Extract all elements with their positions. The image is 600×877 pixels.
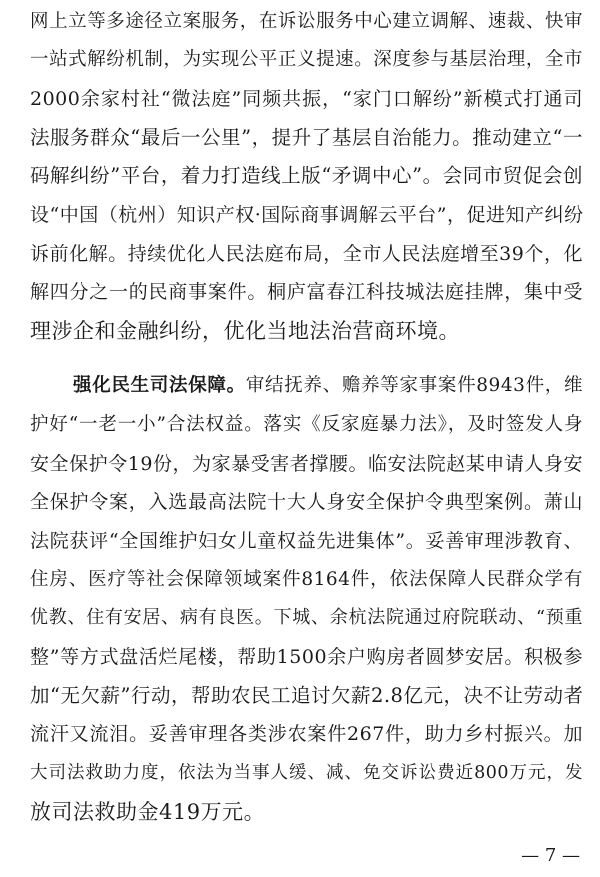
- text-line: 大司法救助力度，依法为当事人缓、减、免交诉讼费近800万元，发: [30, 763, 583, 783]
- text-line: 全保护令案，入选最高法院十大人身安全保护令典型案例。萧山: [30, 491, 583, 513]
- text-line: 住房、医疗等社会保障领域案件8164件，依法保障人民群众学有: [30, 569, 583, 590]
- text-line: 放司法救助金419万元。: [30, 800, 266, 824]
- text-line: 安全保护令19份，为家暴受害者撑腰。临安法院赵某申请人身安: [30, 453, 583, 475]
- paragraph-heading: 强化民生司法保障。: [73, 375, 246, 396]
- text-run: 审结抚养、赡养等家事案件8943件，维: [245, 375, 583, 396]
- text-line: 优教、住有安居、病有良医。下城、余杭法院通过府院联动、“预重: [30, 607, 583, 628]
- text-line: 流汗又流泪。妥善审理各类涉农案件267件，助力乡村振兴。加: [30, 723, 583, 745]
- text-line: 诉前化解。持续优化人民法庭布局，全市人民法庭增至39个，化: [30, 243, 583, 265]
- text-line: 加“无欠薪”行动，帮助农民工追讨欠薪2.8亿元，决不让劳动者: [30, 684, 583, 707]
- text-line: 码解纠纷”平台，着力打造线上版“矛调中心”。会同市贸促会创: [30, 164, 583, 187]
- text-line: 解四分之一的民商事案件。桐庐富春江科技城法庭挂牌，集中受: [30, 281, 583, 303]
- text-line: 整”等方式盘活烂尾楼，帮助1500余户购房者圆梦安居。积极参: [30, 646, 583, 668]
- paragraph-first-line: [73, 368, 583, 404]
- text-line: 护好“一老一小”合法权益。落实《反家庭暴力法》，及时签发人身: [30, 414, 583, 435]
- text-line: 2000余家村社“微法庭”同频共振，“家门口解纷”新模式打通司: [30, 88, 583, 110]
- text-line: 理涉企和金融纠纷，优化当地法治营商环境。: [30, 319, 460, 343]
- text-line: 一站式解纷机制，为实现公平正义提速。深度参与基层治理，全市: [30, 49, 583, 70]
- page-number: — 7 —: [521, 845, 580, 866]
- text-line: 网上立等多途径立案服务，在诉讼服务中心建立调解、速裁、快审: [30, 11, 583, 32]
- text-line: 设“中国（杭州）知识产权·国际商事调解云平台”，促进知产纠纷: [30, 204, 583, 226]
- text-line: 法服务群众“最后一公里”，提升了基层自治能力。推动建立“一: [30, 126, 583, 149]
- text-line: 法院获评“全国维护妇女儿童权益先进集体”。妥善审理涉教育、: [30, 530, 583, 552]
